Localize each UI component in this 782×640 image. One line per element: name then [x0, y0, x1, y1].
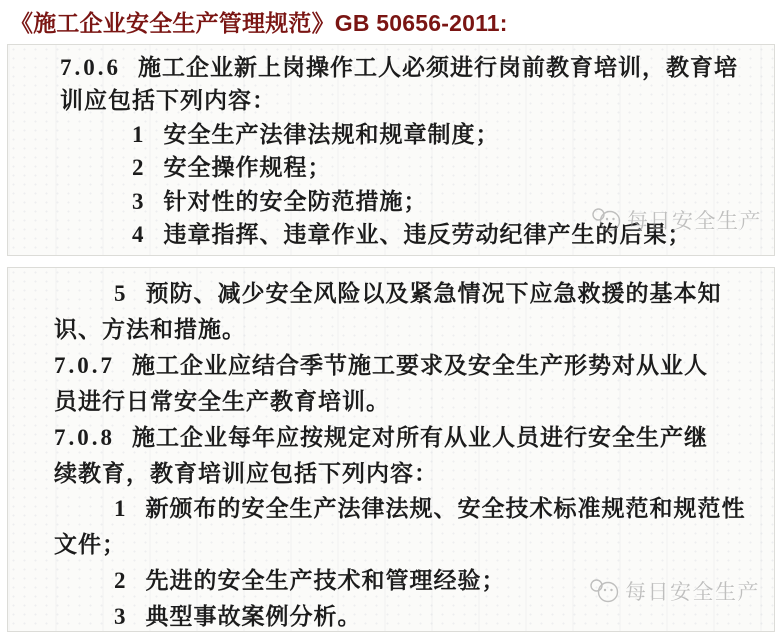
item-number: 1: [114, 496, 127, 522]
clause-line: [54, 420, 760, 456]
clause-text: 训应包括下列内容：: [60, 88, 276, 114]
text-line: [54, 456, 760, 492]
watermark: [589, 576, 760, 606]
item-text: 识、方法和措施。: [54, 316, 246, 342]
item-text: 先进的安全生产技术和管理经验；: [145, 568, 506, 594]
clause-text: 施工企业新上岗操作工人必须进行岗前教育培训，教育培: [138, 55, 738, 80]
watermark-text: 每日安全生产: [625, 581, 760, 604]
list-item-line: [60, 151, 760, 184]
clause-line: [54, 348, 760, 384]
clause-line: [60, 51, 760, 84]
item-number: 2: [132, 155, 145, 181]
clause-text: 员进行日常安全生产教育培训。: [54, 388, 390, 414]
text-line: [54, 384, 760, 420]
item-number: 1: [132, 121, 145, 147]
watermark: [591, 205, 762, 235]
item-number: 3: [114, 604, 127, 630]
item-text: 针对性的安全防范措施；: [163, 188, 428, 214]
list-item-line: [54, 276, 760, 312]
scanned-document-image-1: [7, 44, 775, 256]
item-text: 典型事故案例分析。: [145, 604, 362, 630]
item-number: 2: [114, 568, 127, 594]
item-number: 3: [132, 188, 145, 214]
page-title: 《施工企业安全生产管理规范》GB 50656-2011:: [10, 10, 508, 36]
clause-text: 施工企业每年应按规定对所有从业人员进行安全生产继: [132, 424, 708, 450]
item-text: 新颁布的安全生产法律法规、安全技术标准规范和规范性: [145, 496, 746, 522]
clause-text: 施工企业应结合季节施工要求及安全生产形势对从业人: [132, 352, 708, 378]
clause-number: 7.0.7: [54, 352, 115, 378]
text-line: [54, 312, 760, 348]
text-line: [60, 84, 760, 117]
item-text: 安全生产法律法规和规章制度；: [163, 121, 500, 147]
scanned-document-image-2: [7, 267, 775, 632]
chat-bubbles-logo-icon: [591, 206, 621, 234]
list-item-line: [54, 491, 760, 527]
clause-text: 续教育，教育培训应包括下列内容：: [54, 460, 438, 486]
item-text: 预防、减少安全风险以及紧急情况下应急救援的基本知: [145, 281, 722, 306]
chat-bubbles-logo-icon: [589, 577, 619, 605]
item-text: 违章指挥、违章作业、违反劳动纪律产生的后果；: [163, 222, 692, 248]
clause-number: 7.0.6: [60, 55, 121, 80]
item-number: 5: [114, 281, 127, 306]
clause-number: 7.0.8: [54, 424, 115, 450]
watermark-text: 每日安全生产: [627, 210, 762, 233]
item-text: 安全操作规程；: [163, 155, 332, 181]
list-item-line: [60, 118, 760, 151]
item-text: 文件；: [54, 532, 126, 558]
text-line: [54, 527, 760, 563]
item-number: 4: [132, 222, 145, 248]
